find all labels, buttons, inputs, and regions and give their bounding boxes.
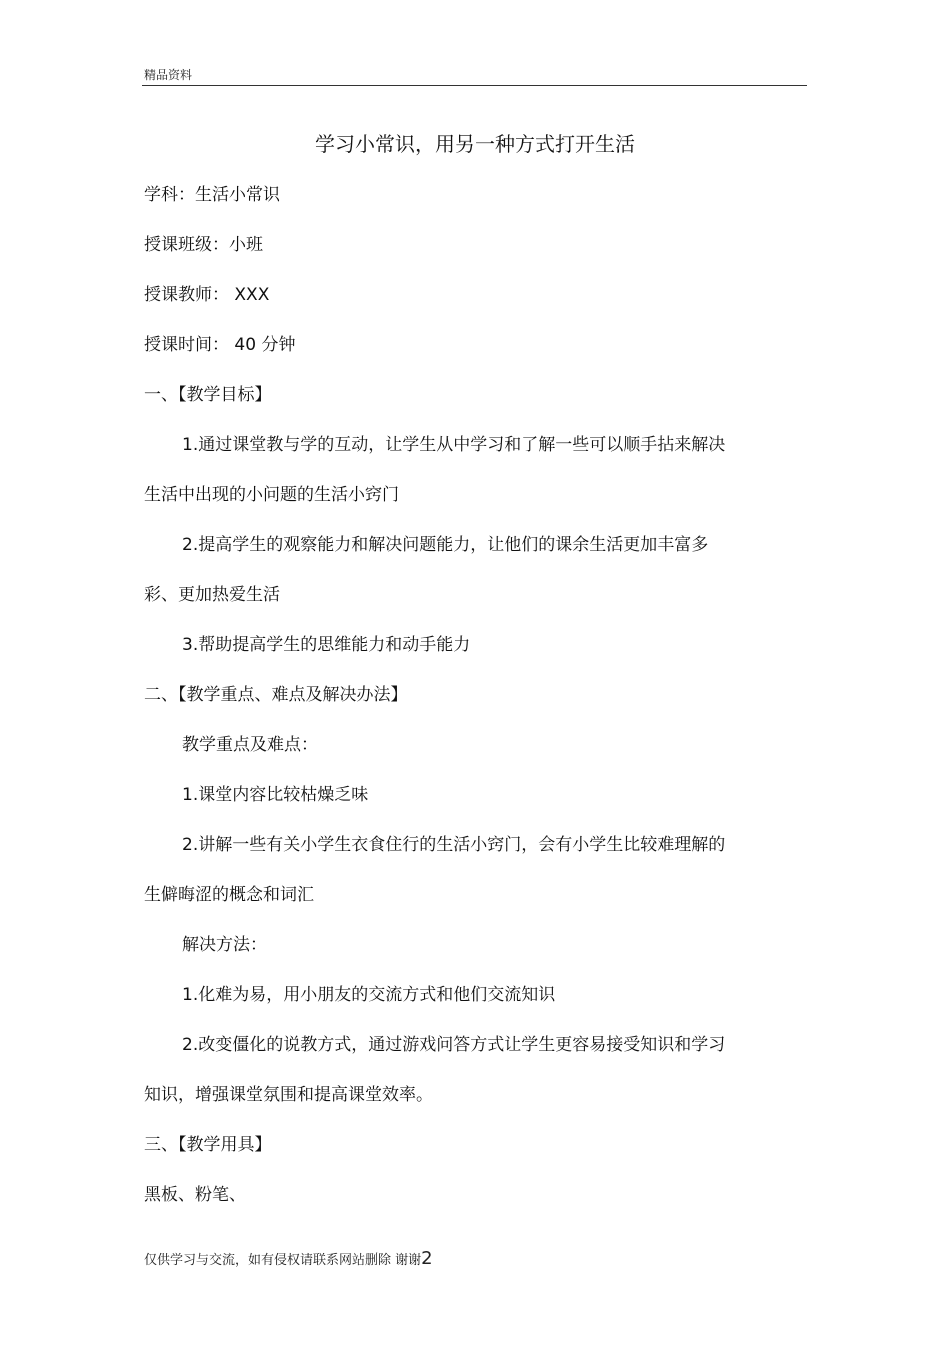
paragraph-line: 1.通过课堂教与学的互动，让学生从中学习和了解一些可以顺手拈来解决 — [182, 435, 726, 455]
paragraph-line: 知识，增强课堂氛围和提高课堂效率。 — [144, 1085, 433, 1105]
subheading-solutions: 解决方法： — [182, 935, 267, 955]
class-line: 授课班级：小班 — [144, 235, 263, 255]
paragraph-line: 2.改变僵化的说教方式，通过游戏问答方式让学生更容易接受知识和学习 — [182, 1035, 726, 1055]
paragraph-line: 生僻晦涩的概念和词汇 — [144, 885, 314, 905]
paragraph-line: 2.提高学生的观察能力和解决问题能力，让他们的课余生活更加丰富多 — [182, 535, 709, 555]
paragraph-line: 黑板、粉笔、 — [144, 1185, 246, 1205]
section-heading-tools: 三、【教学用具】 — [144, 1135, 272, 1155]
paragraph-line: 2.讲解一些有关小学生衣食住行的生活小窍门，会有小学生比较难理解的 — [182, 835, 726, 855]
page-number: 2 — [421, 1248, 433, 1269]
footer-note: 仅供学习与交流，如有侵权请联系网站删除 谢谢 — [144, 1253, 422, 1268]
subheading-key-points: 教学重点及难点： — [182, 735, 318, 755]
paragraph-line: 3.帮助提高学生的思维能力和动手能力 — [182, 635, 471, 655]
header-label: 精品资料 — [144, 68, 193, 82]
section-heading-objectives: 一、【教学目标】 — [144, 385, 272, 405]
subject-line: 学科：生活小常识 — [144, 185, 280, 205]
paragraph-line: 1.化难为易，用小朋友的交流方式和他们交流知识 — [182, 985, 556, 1005]
document-title: 学习小常识，用另一种方式打开生活 — [315, 132, 635, 156]
paragraph-line: 彩、更加热爱生活 — [144, 585, 280, 605]
paragraph-line: 1.课堂内容比较枯燥乏味 — [182, 785, 369, 805]
section-heading-key-points: 二、【教学重点、难点及解决办法】 — [144, 685, 408, 705]
footer — [144, 1248, 433, 1269]
header-divider — [142, 85, 807, 86]
duration-line: 授课时间： 40 分钟 — [144, 335, 296, 355]
teacher-line: 授课教师： XXX — [144, 285, 270, 305]
paragraph-line: 生活中出现的小问题的生活小窍门 — [144, 485, 399, 505]
